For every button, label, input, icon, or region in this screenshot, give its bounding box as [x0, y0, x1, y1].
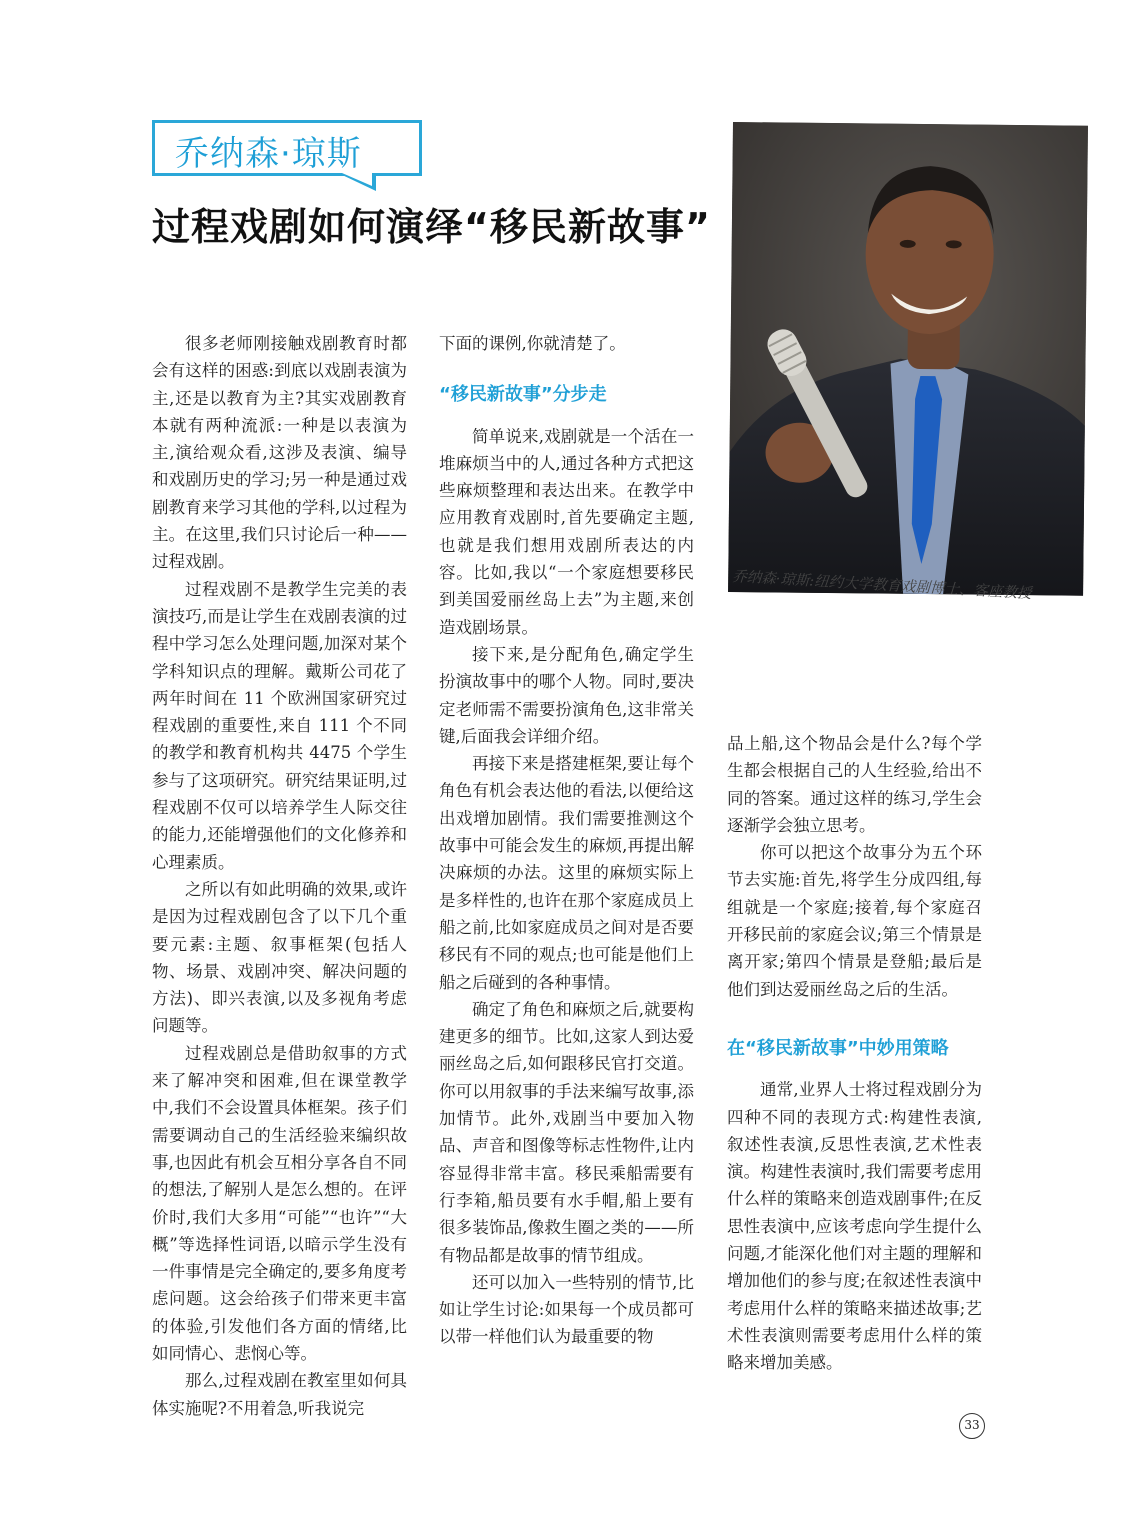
paragraph: 简单说来,戏剧就是一个活在一堆麻烦当中的人,通过各种方式把这些麻烦整理和表达出来。在教学中应用教育戏剧时,首先要确定主题,也就是我们想用戏剧所表达的内容。比如,我以“一个家庭想要移民到美国爱丽丝岛上去”为主题,来创造戏剧场景。: [439, 426, 694, 637]
article-column-3: [727, 730, 982, 1377]
paragraph: 很多老师刚接触戏剧教育时都会有这样的困惑:到底以戏剧表演为主,还是以教育为主?其实戏剧教育本就有两种流派:一种是以表演为主,演给观众看,这涉及表演、编导和戏剧历史的学习;另一种是通过戏剧教育来学习其他的学科,以过程为主。在这里,我们只讨论后一种——过程戏剧。: [152, 334, 407, 572]
section-heading: “移民新故事”分步走: [439, 384, 607, 406]
paragraph: 再接下来是搭建框架,要让每个角色有机会表达他的看法,以便给这出戏增加剧情。我们需要推测这个故事中可能会发生的麻烦,再提出解决麻烦的办法。这里的麻烦实际上是多样性的,也许在那个家庭成员上船之前,比如家庭成员之间对是否要移民有不同的观点;也可能是他们上船之后碰到的各种事情。: [439, 754, 694, 992]
portrait-photo: [733, 122, 1088, 592]
paragraph: 过程戏剧总是借助叙事的方式来了解冲突和困难,但在课堂教学中,我们不会设置具体框架。孩子们需要调动自己的生活经验来编织故事,也因此有机会互相分享各自不同的想法,了解别人是怎么想的。在评价时,我们大多用“可能”“也许”“大概”等选择性词语,以暗示学生没有一件事情是完全确定的,要多角度考虑问题。这会给孩子们带来更丰富的体验,引发他们各方面的情绪,比如同情心、悲悯心等。: [152, 1043, 407, 1363]
photo-caption: 乔纳森·琼斯:纽约大学教育戏剧博士、客座教授: [731, 568, 1032, 603]
paragraph: 通常,业界人士将过程戏剧分为四种不同的表现方式:构建性表演,叙述性表演,反思性表演,艺术性表演。构建性表演时,我们需要考虑用什么样的策略来创造戏剧事件;在反思性表演中,应该考虑向学生提什么问题,才能深化他们对主题的理解和增加他们的参与度;在叙述性表演中考虑用什么样的策略来描述故事;艺术性表演则需要考虑用什么样的策略来增加美感。: [727, 1080, 982, 1373]
paragraph: 之所以有如此明确的效果,或许是因为过程戏剧包含了以下几个重要元素:主题、叙事框架(包括人物、场景、戏剧冲突、解决问题的方法)、即兴表演,以及多视角考虑问题等。: [152, 879, 407, 1036]
page-number: 33: [959, 1413, 985, 1439]
author-tag-box: [152, 120, 422, 176]
paragraph: 还可以加入一些特别的情节,比如让学生讨论:如果每一个成员都可以带一样他们认为最重要的物: [439, 1272, 694, 1347]
paragraph-continuation: 品上船,这个物品会是什么?每个学生都会根据自己的人生经验,给出不同的答案。通过这样的练习,学生会逐渐学会独立思考。: [727, 734, 982, 835]
paragraph: 你可以把这个故事分为五个环节去实施:首先,将学生分成四组,每组就是一个家庭;接着,每个家庭召开移民前的家庭会议;第三个情景是离开家;第四个情景是登船;最后是他们到达爱丽丝岛之后的生活。: [727, 843, 982, 999]
section-heading: 在“移民新故事”中妙用策略: [727, 1037, 949, 1059]
paragraph: 过程戏剧不是教学生完美的表演技巧,而是让学生在戏剧表演的过程中学习怎么处理问题,加深对某个学科知识点的理解。戴斯公司花了两年时间在 11 个欧洲国家研究过程戏剧的重要性,来自 111 个不同的教学和教育机构共 4475 个学生参与了这项研究。研究结果证明,过程戏剧不仅可以培养学生人际交往的能力,还能增强他们的文化修养和心理素质。: [152, 579, 407, 872]
paragraph: 确定了角色和麻烦之后,就要构建更多的细节。比如,这家人到达爱丽丝岛之后,如何跟移民官打交道。你可以用叙事的手法来编写故事,添加情节。此外,戏剧当中要加入物品、声音和图像等标志性物件,让内容显得非常丰富。移民乘船需要有行李箱,船员要有水手帽,船上要有很多装饰品,像救生圈之类的——所有物品都是故事的情节组成。: [439, 999, 694, 1265]
author-tag-tail-fill: [342, 173, 372, 186]
author-name: 乔纳森·琼斯: [175, 134, 362, 174]
article-column-2: [439, 330, 694, 1351]
paragraph: 接下来,是分配角色,确定学生扮演故事中的哪个人物。同时,要决定老师需不需要扮演角色,这非常关键,后面我会详细介绍。: [439, 644, 694, 746]
paragraph: 那么,过程戏剧在教室里如何具体实施呢?不用着急,听我说完: [152, 1371, 407, 1418]
article-title: 过程戏剧如何演绎“移民新故事”: [152, 205, 711, 249]
article-column-1: [152, 330, 407, 1422]
portrait-image: [728, 122, 1088, 596]
portrait-illustration: [728, 122, 1088, 596]
paragraph-continuation: 下面的课例,你就清楚了。: [439, 334, 626, 353]
